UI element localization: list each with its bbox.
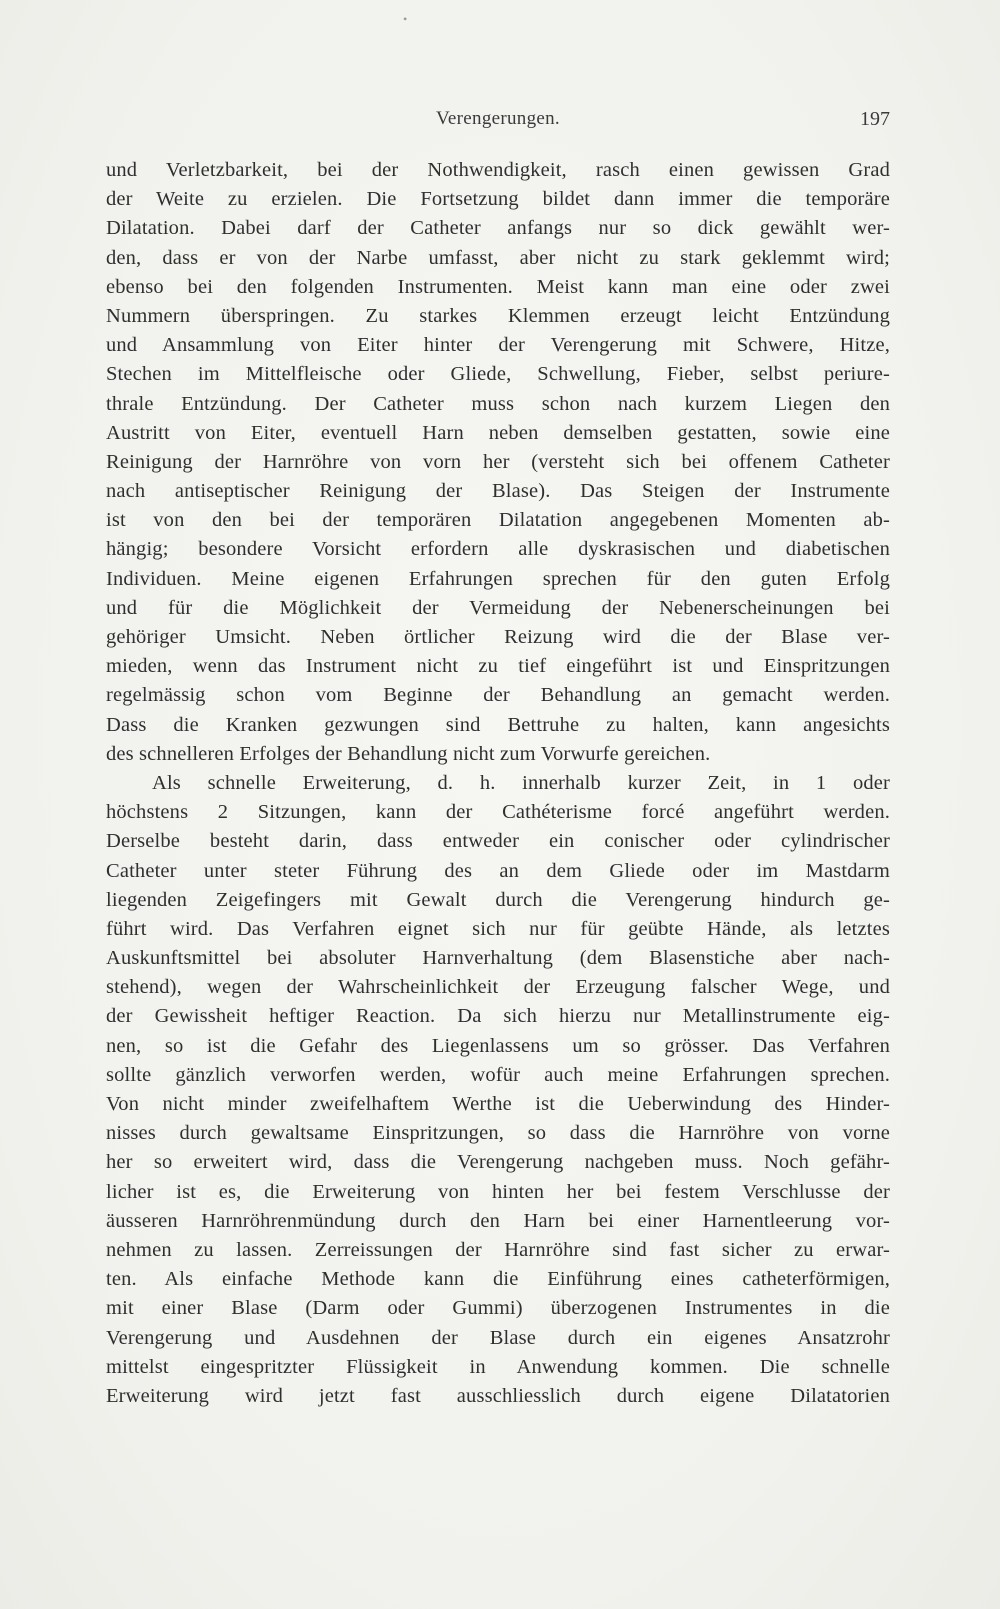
page-number: 197: [860, 108, 890, 130]
text-line: Verengerung und Ausdehnen der Blase durch ein eigenes Ansatzrohr: [106, 1326, 890, 1349]
text-line: der Weite zu erzielen. Die Fortsetzung bildet dann immer die temporäre: [106, 188, 890, 211]
text-line: und für die Möglichkeit der Vermeidung der Nebenerscheinungen bei: [106, 596, 890, 619]
text-line: stehend), wegen der Wahrscheinlichkeit der Erzeugung falscher Wege, und: [106, 976, 890, 999]
text-line: Dilatation. Dabei darf der Catheter anfangs nur so dick gewählt wer-: [106, 217, 890, 240]
print-mark: •: [403, 12, 408, 26]
text-line: mit einer Blase (Darm oder Gummi) überzogenen Instrumentes in die: [106, 1297, 890, 1320]
text-line: nehmen zu lassen. Zerreissungen der Harnröhre sind fast sicher zu erwar-: [106, 1238, 890, 1261]
text-line: sollte gänzlich verworfen werden, wofür auch meine Erfahrungen sprechen.: [106, 1063, 890, 1086]
text-line: ten. Als einfache Methode kann die Einführung eines catheterförmigen,: [106, 1268, 890, 1291]
text-line: der Gewissheit heftiger Reaction. Da sich hierzu nur Metallinstrumente eig-: [106, 1005, 890, 1028]
paragraph-first-line: Als schnelle Erweiterung, d. h. innerhalb kurzer Zeit, in 1 oder: [152, 771, 890, 794]
text-line: Erweiterung wird jetzt fast ausschliesslich durch eigene Dilatatorien: [106, 1384, 890, 1407]
text-line: und Ansammlung von Eiter hinter der Verengerung mit Schwere, Hitze,: [106, 334, 890, 357]
text-line: Stechen im Mittelfleische oder Gliede, Schwellung, Fieber, selbst periure-: [106, 363, 890, 386]
text-line: liegenden Zeigefingers mit Gewalt durch die Verengerung hindurch ge-: [106, 888, 890, 911]
text-line: höchstens 2 Sitzungen, kann der Cathéterisme forcé angeführt werden.: [106, 801, 890, 824]
paragraph-last-line: des schnelleren Erfolges der Behandlung nicht zum Vorwurfe gereichen.: [106, 742, 711, 765]
text-line: her so erweitert wird, dass die Verengerung nachgeben muss. Noch gefähr-: [106, 1151, 890, 1174]
text-line: Derselbe besteht darin, dass entweder ein conischer oder cylindrischer: [106, 830, 890, 853]
text-line: Austritt von Eiter, eventuell Harn neben demselben gestatten, sowie eine: [106, 421, 890, 444]
text-line: Reinigung der Harnröhre von vorn her (versteht sich bei offenem Catheter: [106, 450, 890, 473]
text-line: Individuen. Meine eigenen Erfahrungen sprechen für den guten Erfolg: [106, 567, 890, 590]
text-line: Von nicht minder zweifelhaftem Werthe ist die Ueberwindung des Hinder-: [106, 1093, 890, 1115]
running-head: Verengerungen.: [436, 108, 560, 129]
text-line: mittelst eingespritzter Flüssigkeit in Anwendung kommen. Die schnelle: [106, 1355, 890, 1378]
text-line: den, dass er von der Narbe umfasst, aber nicht zu stark geklemmt wird;: [106, 246, 890, 269]
text-line: mieden, wenn das Instrument nicht zu tief eingeführt ist und Einspritzungen: [106, 655, 890, 678]
page-header: [106, 108, 890, 138]
text-line: Auskunftsmittel bei absoluter Harnverhaltung (dem Blasenstiche aber nach-: [106, 947, 890, 970]
body-text: [106, 156, 890, 1411]
text-line: licher ist es, die Erweiterung von hinten her bei festem Verschlusse der: [106, 1180, 890, 1203]
text-line: Catheter unter steter Führung des an dem Gliede oder im Mastdarm: [106, 859, 890, 882]
text-line: regelmässig schon vom Beginne der Behandlung an gemacht werden.: [106, 684, 890, 707]
text-line: führt wird. Das Verfahren eignet sich nur für geübte Hände, als letztes: [106, 917, 890, 940]
text-line: äusseren Harnröhrenmündung durch den Harn bei einer Harnentleerung vor-: [106, 1209, 890, 1232]
text-line: hängig; besondere Vorsicht erfordern alle dyskrasischen und diabetischen: [106, 538, 890, 561]
text-line: gehöriger Umsicht. Neben örtlicher Reizung wird die der Blase ver-: [106, 626, 890, 648]
text-line: und Verletzbarkeit, bei der Nothwendigkeit, rasch einen gewissen Grad: [106, 159, 890, 181]
text-line: nen, so ist die Gefahr des Liegenlassens um so grösser. Das Verfahren: [106, 1034, 890, 1057]
text-line: nach antiseptischer Reinigung der Blase). Das Steigen der Instrumente: [106, 480, 890, 503]
text-line: ist von den bei der temporären Dilatation angegebenen Momenten ab-: [106, 509, 890, 532]
text-line: nisses durch gewaltsame Einspritzungen, so dass die Harnröhre von vorne: [106, 1122, 890, 1145]
text-line: Nummern überspringen. Zu starkes Klemmen erzeugt leicht Entzündung: [106, 304, 890, 327]
text-line: thrale Entzündung. Der Catheter muss schon nach kurzem Liegen den: [106, 392, 890, 415]
text-line: Dass die Kranken gezwungen sind Bettruhe zu halten, kann angesichts: [106, 713, 890, 736]
text-line: ebenso bei den folgenden Instrumenten. Meist kann man eine oder zwei: [106, 275, 890, 298]
